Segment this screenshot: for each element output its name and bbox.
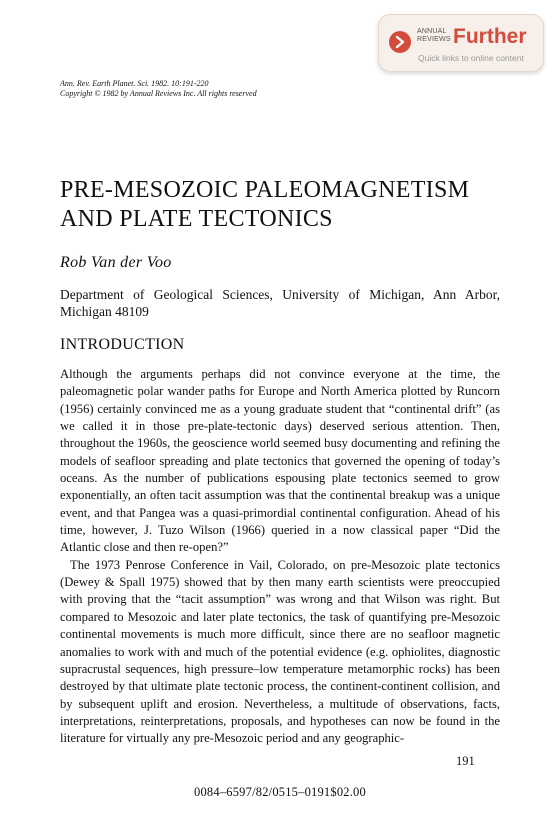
journal-citation [60,79,257,99]
publisher-line2: REVIEWS [417,36,451,43]
title-line1: PRE-MESOZOIC PALEOMAGNETISM [60,177,470,203]
article-body [60,366,500,748]
citation-line1: Ann. Rev. Earth Planet. Sci. 1982. 10:191-220 [60,79,209,88]
article-title [60,176,500,234]
section-heading: INTRODUCTION [60,336,185,353]
page-number: 191 [456,754,475,768]
paragraph: Although the arguments perhaps did not convince everyone at the time, the paleomagnetic polar wander paths for Europe and North America plotted by Runcorn (1956) certainly convinced me as a young graduate student that “continental drift” (as we called it in those pre-plate-tectonic days) deserved serious attention. Then, throughout the 1960s, the geoscience world seemed busy documenting and refining the models of seafloor spreading and plate tectonics that governed the opening of today’s oceans. As the number of publications espousing plate tectonics seemed to grow exponentially, an often tacit assumption was that the continental breakup was a unique event, and that Pangea was a quasi-primordial continental configuration. Ahead of his time, however, J. Tuzo Wilson (1966) queried in a now classical paper “Did the Atlantic close and then re-open?” [60,367,500,555]
arrow-right-icon [389,31,411,53]
publisher-line1: ANNUAL [417,28,447,35]
title-line2: AND PLATE TECTONICS [60,206,333,232]
author-name: Rob Van der Voo [60,254,172,271]
publisher-label [417,28,451,44]
brand-label: Further [453,25,527,48]
badge-tagline: Quick links to online content [418,53,524,63]
footer-code: 0084–6597/82/0515–0191$02.00 [194,785,366,799]
paragraph: The 1973 Penrose Conference in Vail, Colorado, on pre-Mesozoic plate tectonics (Dewey & Spall 1975) showed that by then many earth scientists were preoccupied with proving that the “tacit assumption” was wrong and that Wilson was right. But compared to Mesozoic and later plate tectonics, the task of quantifying pre-Mesozoic continental movements is much more difficult, since there are no seafloor magnetic anomalies to work with and much of the potential evidence (e.g. ophiolites, diagnostic supracrustal sequences, high pressure–low temperature metamorphic rocks) has been destroyed by that ultimate plate tectonic process, the continent-continent collision, and by subsequent uplift and erosion. Nevertheless, a multitude of observations, facts, interpretations, reinterpretations, proposals, and hypotheses can now be found in the literature for virtually any pre-Mesozoic period and any geographic- [60,557,500,746]
author-affiliation: Department of Geological Sciences, University of Michigan, Ann Arbor, Michigan 48109 [60,287,500,319]
further-badge[interactable] [378,14,544,72]
citation-line2: Copyright © 1982 by Annual Reviews Inc. All rights reserved [60,89,257,98]
